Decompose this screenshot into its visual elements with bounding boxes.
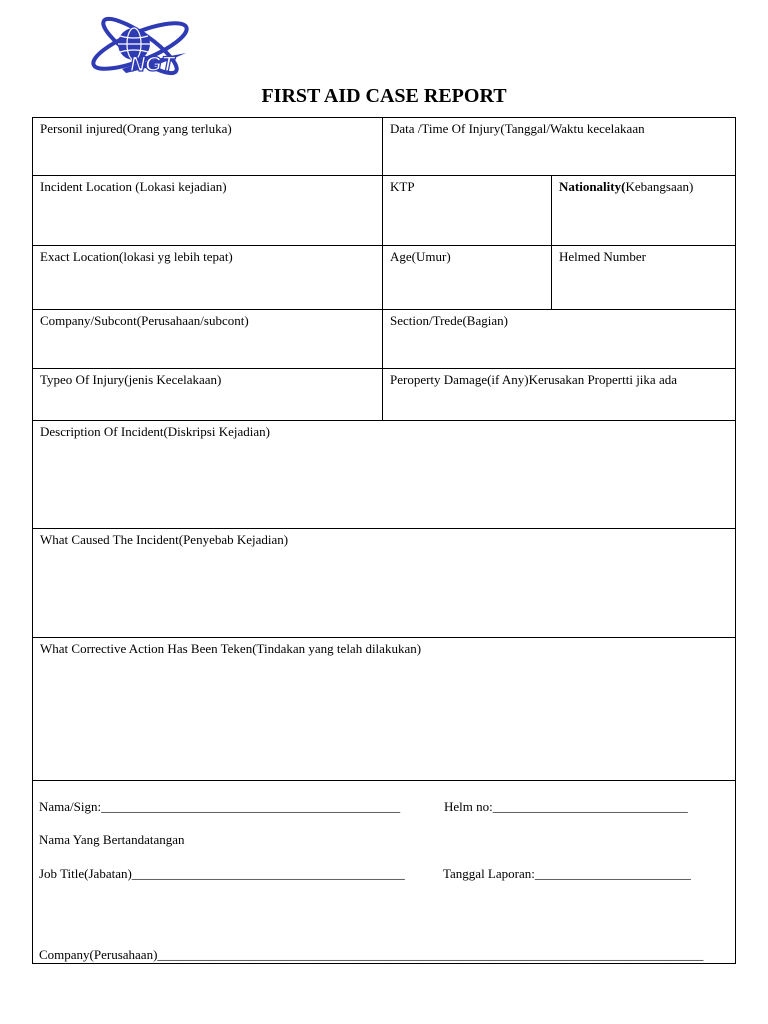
form-row — [33, 529, 736, 638]
field-label: Kebangsaan) — [625, 179, 694, 194]
corrective-action-field — [33, 638, 736, 781]
description-of-incident-field — [33, 421, 736, 529]
form-row — [33, 176, 736, 246]
logo-lettering: NGT — [130, 53, 175, 76]
first-aid-form — [32, 117, 736, 964]
company-logo — [86, 13, 194, 79]
type-of-injury-field — [33, 369, 383, 421]
field-label: Incident Location (Lokasi kejadian) — [40, 179, 227, 194]
cause-of-incident-field — [33, 529, 736, 638]
field-label: Age(Umur) — [390, 249, 451, 264]
section-trade-field — [383, 310, 736, 369]
form-row — [33, 246, 736, 310]
field-label: Personil injured(Orang yang terluka) — [40, 121, 232, 136]
helm-no-line: Helm no:______________________________ — [444, 799, 688, 814]
form-row — [33, 781, 736, 964]
field-label: Typeo Of Injury(jenis Kecelakaan) — [40, 372, 222, 387]
date-time-injury-field — [383, 118, 736, 176]
helmet-number-field — [552, 246, 736, 310]
page-title: FIRST AID CASE REPORT — [261, 85, 507, 107]
signed-name-label: Nama Yang Bertandatangan — [39, 832, 185, 847]
form-row — [33, 310, 736, 369]
field-label: Description Of Incident(Diskripsi Kejadian) — [40, 424, 270, 439]
company-subcont-field — [33, 310, 383, 369]
property-damage-field — [383, 369, 736, 421]
field-label: What Caused The Incident(Penyebab Kejadian) — [40, 532, 289, 547]
exact-location-field — [33, 246, 383, 310]
field-label: Data /Time Of Injury(Tanggal/Waktu kecelakaan — [390, 121, 645, 136]
job-title-line: Job Title(Jabatan)__________________________________________ — [39, 866, 405, 881]
field-label-bold: Nationality( — [559, 179, 626, 194]
signature-block — [33, 781, 736, 964]
field-label: Company/Subcont(Perusahaan/subcont) — [40, 313, 249, 328]
field-label: KTP — [390, 179, 415, 194]
field-label: Peroperty Damage(if Any)Kerusakan Propertti jika ada — [390, 372, 677, 387]
nationality-field — [552, 176, 736, 246]
name-sign-line: Nama/Sign:______________________________________________ — [39, 799, 401, 814]
form-row — [33, 421, 736, 529]
company-line: Company(Perusahaan)____________________________________________________________________________________ — [39, 947, 704, 962]
field-label: Section/Trede(Bagian) — [390, 313, 508, 328]
report-date-line: Tanggal Laporan:________________________ — [443, 866, 691, 881]
form-row — [33, 118, 736, 176]
field-label: Exact Location(lokasi yg lebih tepat) — [40, 249, 233, 264]
personnel-injured-field — [33, 118, 383, 176]
ktp-field — [383, 176, 552, 246]
form-row — [33, 638, 736, 781]
age-field — [383, 246, 552, 310]
signature-area — [33, 781, 736, 963]
field-label: Helmed Number — [559, 249, 647, 264]
field-label: What Corrective Action Has Been Teken(Tindakan yang telah dilakukan) — [40, 641, 422, 656]
incident-location-field — [33, 176, 383, 246]
form-row — [33, 369, 736, 421]
